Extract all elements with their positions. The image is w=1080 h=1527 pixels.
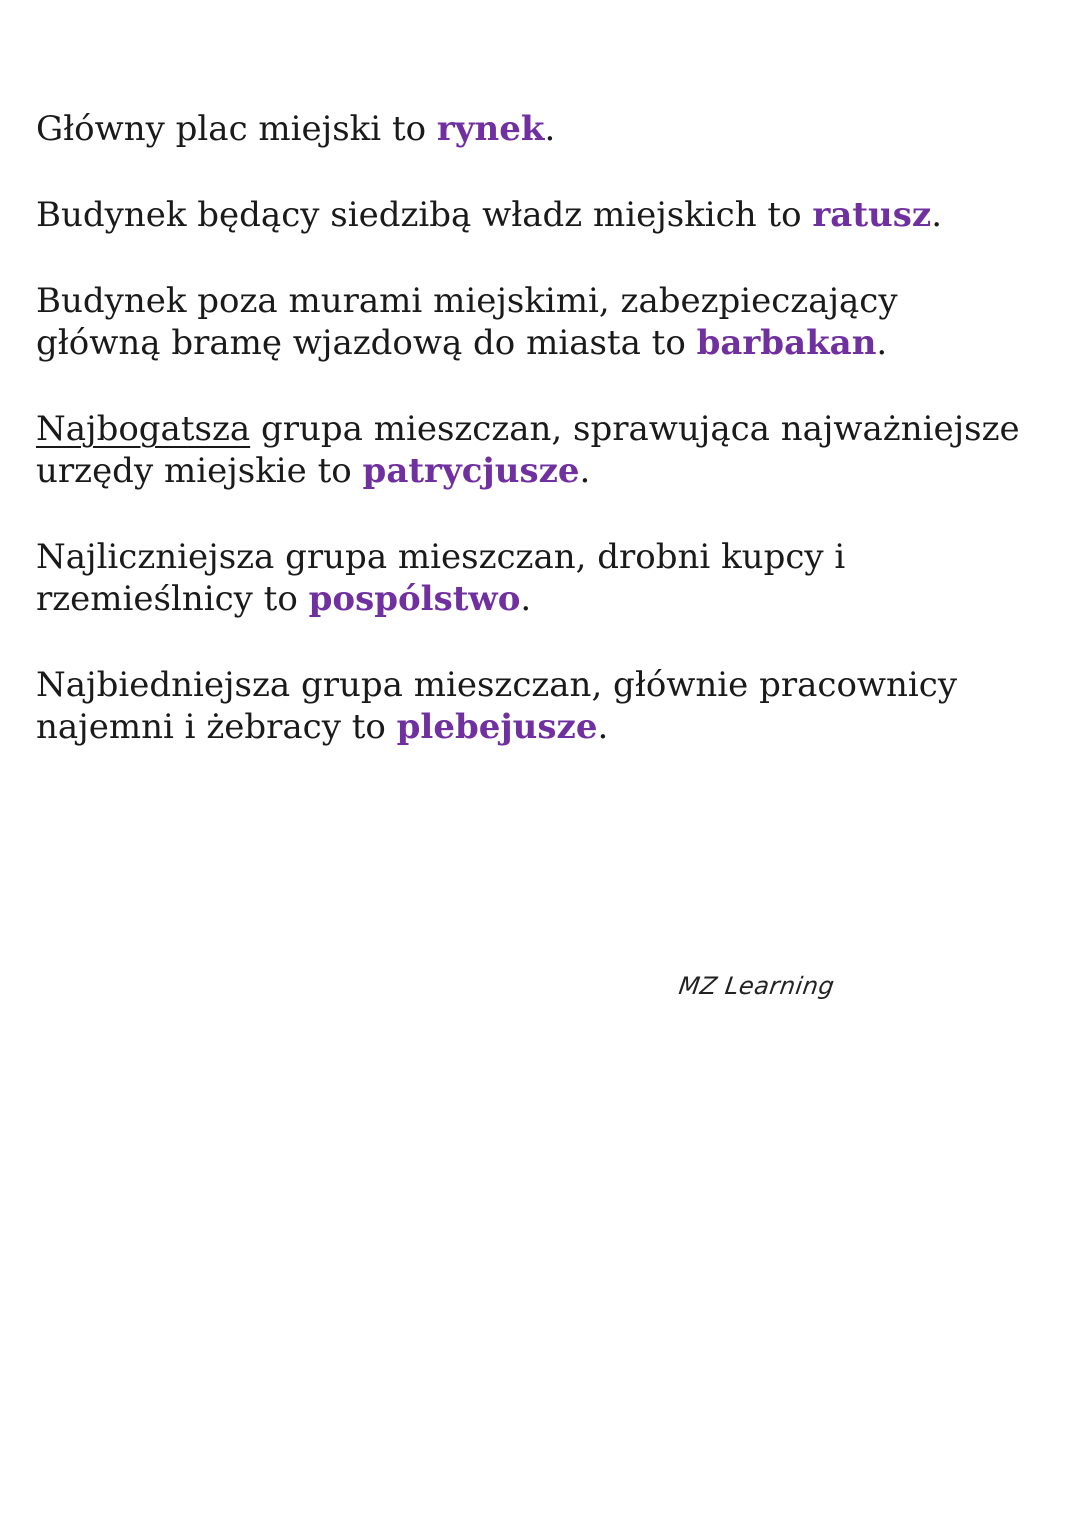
- term-barbakan: barbakan: [696, 323, 877, 363]
- definitions-list: [36, 108, 1056, 792]
- definition-barbakan: [36, 280, 1056, 364]
- term-plebejusze: plebejusze: [396, 707, 598, 747]
- definition-plebejusze: [36, 664, 1056, 748]
- period: .: [520, 579, 532, 619]
- author-signature: MZ Learning: [677, 972, 837, 1000]
- definition-text: Budynek będący siedzibą władz miejskich to: [36, 195, 813, 235]
- period: .: [544, 109, 556, 149]
- definition-ratusz: [36, 194, 1056, 236]
- period: .: [597, 707, 609, 747]
- definition-text: główną bramę wjazdową do miasta to: [36, 323, 697, 363]
- definition-text: rzemieślnicy to: [36, 579, 309, 619]
- term-ratusz: ratusz: [812, 195, 932, 235]
- period: .: [876, 323, 888, 363]
- definition-pospolstwo: [36, 536, 1056, 620]
- term-pospolstwo: pospólstwo: [308, 579, 521, 619]
- period: .: [579, 451, 591, 491]
- underlined-word: Najbogatsza: [36, 409, 251, 449]
- definition-line-1: Najliczniejsza grupa mieszczan, drobni kupcy i: [36, 537, 846, 577]
- definition-line-1: Budynek poza murami miejskimi, zabezpieczający: [36, 281, 898, 321]
- definition-rynek: [36, 108, 1056, 150]
- definition-patrycjusze: [36, 408, 1056, 492]
- definition-text: urzędy miejskie to: [36, 451, 363, 491]
- term-rynek: rynek: [436, 109, 545, 149]
- definition-line-1: Najbiedniejsza grupa mieszczan, głównie pracownicy: [36, 665, 958, 705]
- term-patrycjusze: patrycjusze: [362, 451, 580, 491]
- definition-text: najemni i żebracy to: [36, 707, 397, 747]
- definition-text: Główny plac miejski to: [36, 109, 437, 149]
- definition-line-1: grupa mieszczan, sprawująca najważniejsze: [250, 409, 1020, 449]
- period: .: [931, 195, 943, 235]
